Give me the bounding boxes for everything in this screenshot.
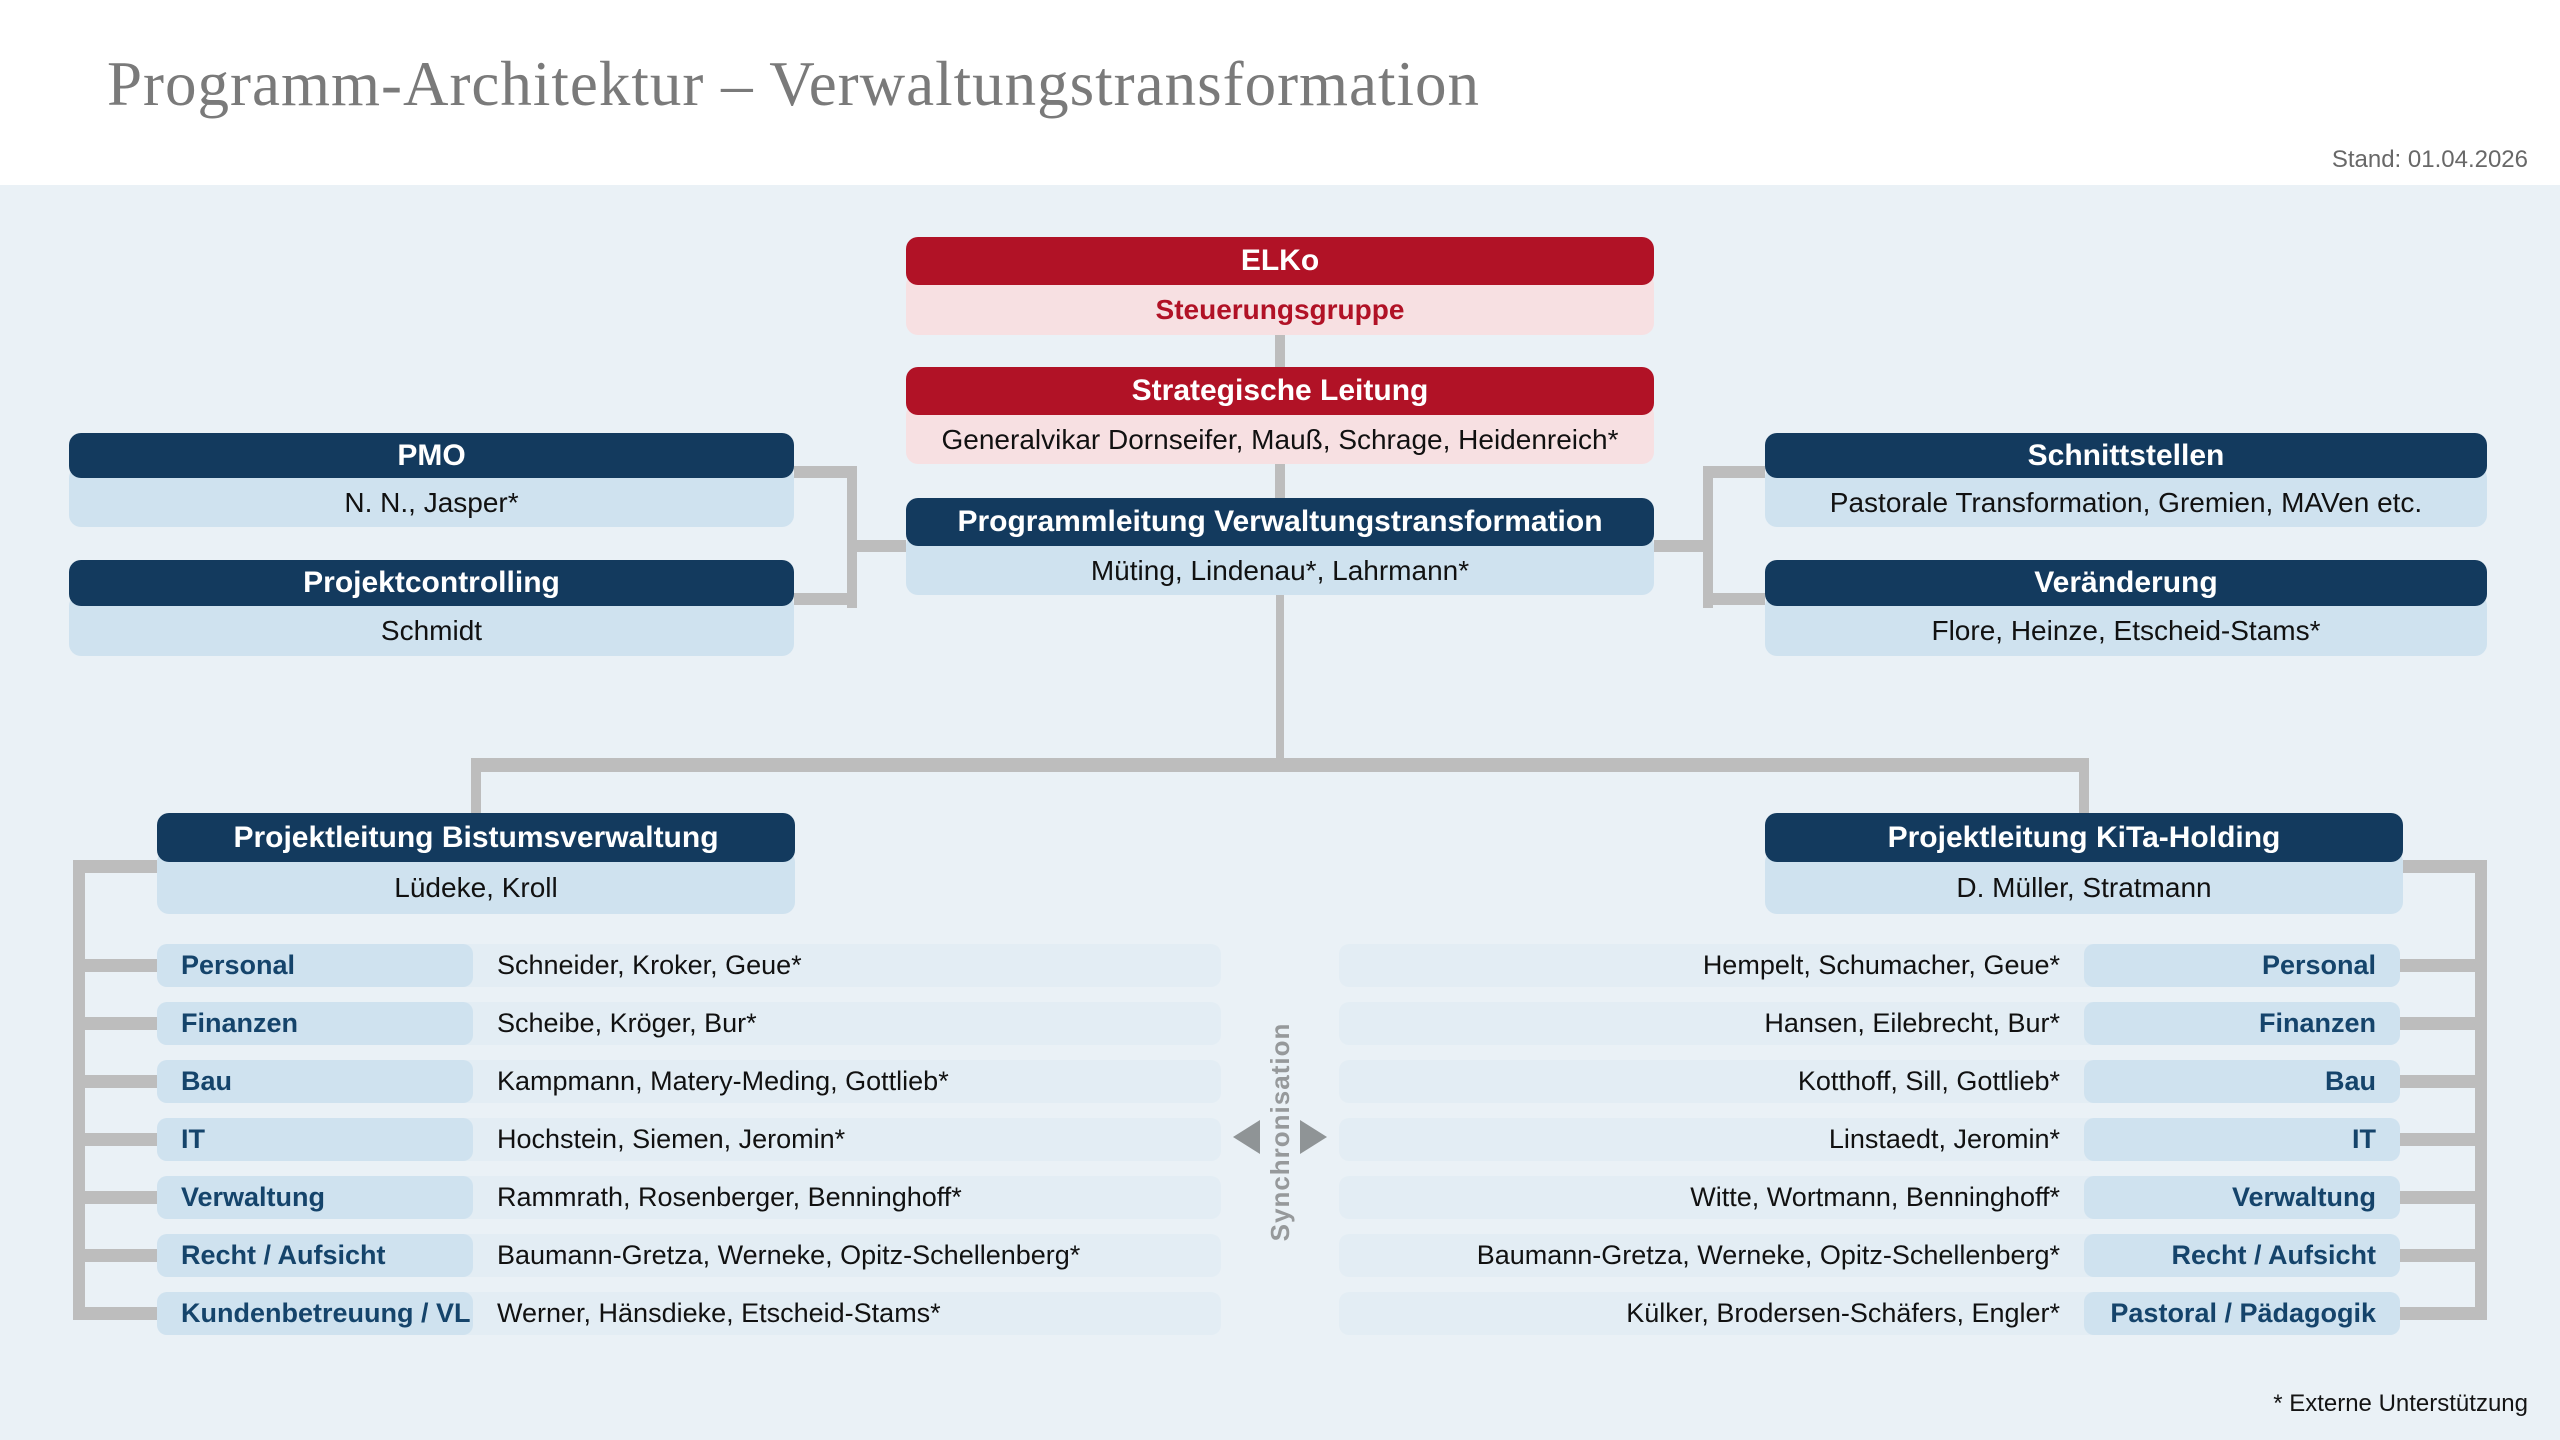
right-row-verwaltung	[1339, 1176, 2400, 1219]
connector	[73, 1191, 157, 1204]
connector	[2400, 1191, 2487, 1204]
row-label: Pastoral / Pädagogik	[2084, 1292, 2400, 1335]
row-label: Recht / Aufsicht	[157, 1234, 473, 1277]
right-row-pastoral-paedagogik	[1339, 1292, 2400, 1335]
left-row-personal	[157, 944, 1221, 987]
projektleitung-kita-holding-members: D. Müller, Stratmann	[1765, 850, 2403, 914]
row-members: Witte, Wortmann, Benninghoff*	[1690, 1182, 2060, 1212]
left-row-bau	[157, 1060, 1221, 1103]
row-members: Linstaedt, Jeromin*	[1828, 1124, 2060, 1154]
connector	[73, 860, 157, 873]
connector	[1703, 593, 1765, 605]
connector	[1703, 466, 1765, 478]
footnote: * Externe Unterstützung	[2273, 1390, 2528, 1417]
connector	[73, 1017, 157, 1030]
row-label: Finanzen	[157, 1002, 473, 1045]
projektleitung-kita-holding-box	[1765, 813, 2403, 914]
schnittstellen-header: Schnittstellen	[1765, 433, 2487, 478]
veraenderung-header: Veränderung	[1765, 560, 2487, 606]
connector	[1275, 333, 1285, 369]
right-row-bau	[1339, 1060, 2400, 1103]
connector	[2400, 1075, 2487, 1088]
row-label: Personal	[157, 944, 473, 987]
connector	[1276, 593, 1284, 763]
projektcontrolling-box	[69, 560, 794, 656]
projektcontrolling-header: Projektcontrolling	[69, 560, 794, 606]
connector	[2400, 1249, 2487, 1262]
status-date: Stand: 01.04.2026	[2331, 146, 2528, 173]
page-title: Programm-Architektur – Verwaltungstransformation	[107, 49, 1481, 119]
left-row-finanzen	[157, 1002, 1221, 1045]
row-members: Külker, Brodersen-Schäfers, Engler*	[1626, 1298, 2060, 1328]
row-label: IT	[2084, 1118, 2400, 1161]
pmo-header: PMO	[69, 433, 794, 478]
connector	[73, 1133, 157, 1146]
connector	[857, 540, 906, 552]
row-members: Baumann-Gretza, Werneke, Opitz-Schellenberg*	[497, 1240, 1081, 1270]
row-members: Hochstein, Siemen, Jeromin*	[497, 1124, 846, 1154]
strategische-leitung-box	[906, 367, 1654, 464]
connector	[2079, 758, 2089, 815]
projektleitung-bistumsverwaltung-members: Lüdeke, Kroll	[157, 850, 795, 914]
left-row-kundenbetreuung-vl	[157, 1292, 1221, 1335]
connector	[1654, 540, 1713, 552]
elko-header: ELKo	[906, 237, 1654, 285]
row-label: Bau	[157, 1060, 473, 1103]
right-row-it	[1339, 1118, 2400, 1161]
programmleitung-box	[906, 498, 1654, 595]
connector	[794, 593, 857, 605]
row-label: Recht / Aufsicht	[2084, 1234, 2400, 1277]
right-row-recht-aufsicht	[1339, 1234, 2400, 1277]
row-members: Hempelt, Schumacher, Geue*	[1702, 950, 2060, 980]
row-label: Finanzen	[2084, 1002, 2400, 1045]
connector	[2400, 1307, 2487, 1320]
row-members: Kampmann, Matery-Meding, Gottlieb*	[497, 1066, 949, 1096]
pmo-box	[69, 433, 794, 527]
pmo-members: N. N., Jasper*	[69, 466, 794, 527]
row-label: IT	[157, 1118, 473, 1161]
row-label: Personal	[2084, 944, 2400, 987]
connector	[2400, 1133, 2487, 1146]
row-label: Verwaltung	[157, 1176, 473, 1219]
row-label: Kundenbetreuung / VL	[157, 1292, 473, 1335]
strategische-leitung-members: Generalvikar Dornseifer, Mauß, Schrage, Heidenreich*	[906, 403, 1654, 464]
connector	[2400, 1017, 2487, 1030]
connector	[1275, 462, 1285, 500]
connector	[794, 466, 857, 478]
row-members: Baumann-Gretza, Werneke, Opitz-Schellenberg*	[1476, 1240, 2060, 1270]
connector	[847, 471, 857, 608]
connector	[73, 1249, 157, 1262]
row-members: Scheibe, Kröger, Bur*	[497, 1008, 757, 1038]
projektcontrolling-members: Schmidt	[69, 594, 794, 656]
elko-box	[906, 237, 1654, 335]
sync-label: Synchronisation	[1265, 1022, 1295, 1242]
row-label: Verwaltung	[2084, 1176, 2400, 1219]
programmleitung-members: Müting, Lindenau*, Lahrmann*	[906, 534, 1654, 595]
schnittstellen-box	[1765, 433, 2487, 527]
strategische-leitung-header: Strategische Leitung	[906, 367, 1654, 415]
left-row-verwaltung	[157, 1176, 1221, 1219]
sync-right-arrow-icon	[1300, 1120, 1327, 1154]
row-members: Hansen, Eilebrecht, Bur*	[1764, 1008, 2060, 1038]
row-label: Bau	[2084, 1060, 2400, 1103]
right-row-finanzen	[1339, 1002, 2400, 1045]
left-row-it	[157, 1118, 1221, 1161]
row-members: Rammrath, Rosenberger, Benninghoff*	[497, 1182, 962, 1212]
connector	[2403, 860, 2487, 873]
row-members: Werner, Hänsdieke, Etscheid-Stams*	[497, 1298, 941, 1328]
connector	[73, 1075, 157, 1088]
connector	[73, 1307, 157, 1320]
right-row-personal	[1339, 944, 2400, 987]
veraenderung-members: Flore, Heinze, Etscheid-Stams*	[1765, 594, 2487, 656]
row-members: Schneider, Kroker, Geue*	[497, 950, 802, 980]
programmleitung-header: Programmleitung Verwaltungstransformation	[906, 498, 1654, 546]
connector	[73, 959, 157, 972]
connector	[471, 758, 481, 815]
elko-sub: Steuerungsgruppe	[906, 273, 1654, 335]
projektleitung-bistumsverwaltung-box	[157, 813, 795, 914]
schnittstellen-members: Pastorale Transformation, Gremien, MAVen etc.	[1765, 466, 2487, 527]
row-members: Kotthoff, Sill, Gottlieb*	[1797, 1066, 2060, 1096]
connector	[471, 758, 2089, 772]
veraenderung-box	[1765, 560, 2487, 656]
left-row-recht-aufsicht	[157, 1234, 1221, 1277]
sync-left-arrow-icon	[1233, 1120, 1260, 1154]
projektleitung-bistumsverwaltung-header: Projektleitung Bistumsverwaltung	[157, 813, 795, 862]
connector	[2400, 959, 2487, 972]
projektleitung-kita-holding-header: Projektleitung KiTa-Holding	[1765, 813, 2403, 862]
